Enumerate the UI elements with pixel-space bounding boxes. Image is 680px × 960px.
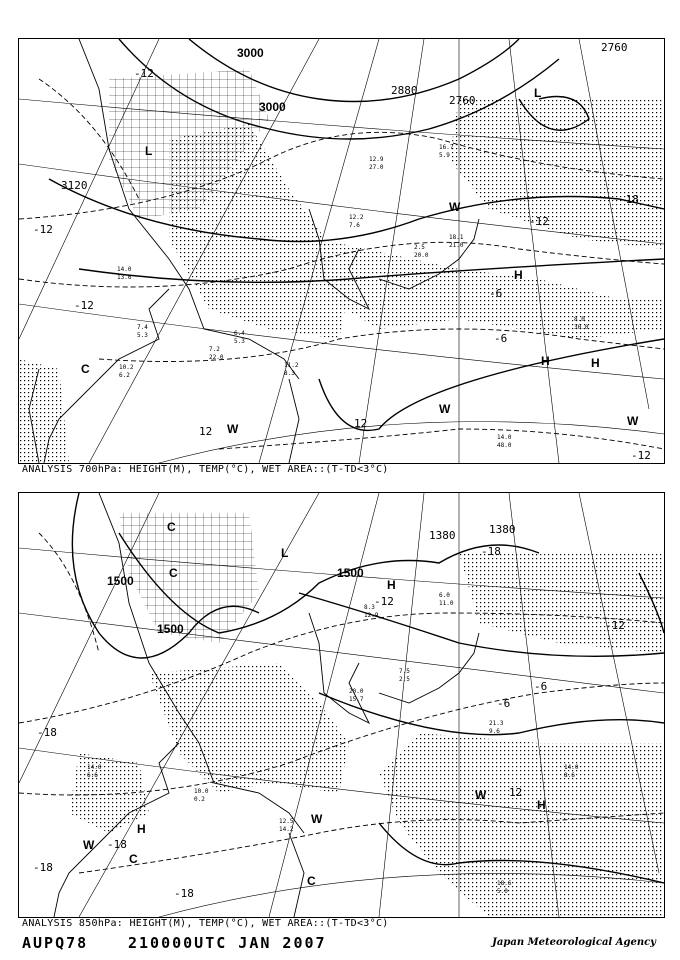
temperature-label: -6 [497, 697, 511, 710]
station-value: 14.0 [87, 764, 102, 771]
station-value: 10.0 [194, 788, 209, 795]
station-value: 27.0 [369, 164, 384, 171]
height-label: 2760 [449, 94, 476, 107]
map-panel-850hpa [18, 492, 665, 918]
station-value: 20.0 [414, 252, 429, 259]
wet-area-shading [69, 513, 664, 917]
temperature-label: 12 [354, 417, 368, 430]
center-mark: L [281, 546, 289, 560]
temperature-label: -12 [529, 215, 549, 228]
temperature-label: -18 [174, 887, 194, 900]
station-value: 8.6 [564, 772, 575, 779]
station-value: 14.0 [497, 434, 512, 441]
center-mark: C [169, 566, 178, 580]
temperature-label: -12 [74, 299, 94, 312]
wet-area-shading [19, 69, 664, 463]
station-value: 48.0 [497, 442, 512, 449]
valid-time: 210000UTC JAN 2007 [128, 934, 327, 952]
station-value: 12.5 [279, 818, 294, 825]
station-value: 18.1 [449, 234, 464, 241]
temperature-label: -18 [481, 545, 501, 558]
station-value: 7.2 [209, 346, 220, 353]
station-value: 14.2 [279, 826, 294, 833]
temperature-label: -12 [374, 595, 394, 608]
temperature-label: -12 [33, 223, 53, 236]
height-label: 1500 [337, 566, 364, 580]
caption-850hpa: ANALYSIS 850hPa: HEIGHT(M), TEMP(°C), WET AREA::(T-TD<3°C) [22, 918, 389, 929]
station-value: 11.0 [439, 600, 454, 607]
station-value: 9.6 [489, 728, 500, 735]
station-value: 6.4 [234, 330, 245, 337]
map-panel-700hpa [18, 38, 665, 464]
center-mark: H [137, 822, 146, 836]
center-mark: H [537, 798, 546, 812]
center-mark: W [83, 838, 95, 852]
center-mark: H [387, 578, 396, 592]
center-mark: H [541, 354, 550, 368]
temperature-label: -18 [33, 861, 53, 874]
station-value: 5.9 [439, 152, 450, 159]
center-mark: C [81, 362, 90, 376]
station-value: 20.0 [349, 688, 364, 695]
center-mark: C [129, 852, 138, 866]
station-value: 2.5 [414, 244, 425, 251]
station-value: 12.9 [369, 156, 384, 163]
station-value: 6.2 [119, 372, 130, 379]
center-mark: C [307, 874, 316, 888]
station-value: 10.2 [119, 364, 134, 371]
temperature-label: -12 [134, 67, 154, 80]
height-label: 1500 [157, 622, 184, 636]
caption-700hpa: ANALYSIS 700hPa: HEIGHT(M), TEMP(°C), WET AREA::(T-TD<3°C) [22, 464, 389, 475]
station-value: 2.5 [399, 676, 410, 683]
station-value: 6.0 [439, 592, 450, 599]
temperature-label: -18 [37, 726, 57, 739]
temperature-label: 12 [199, 425, 213, 438]
station-value: 12.9 [364, 612, 379, 619]
center-mark: W [449, 200, 461, 214]
center-mark: L [534, 86, 542, 100]
station-value: 0.2 [194, 796, 205, 803]
station-value: 11.2 [284, 362, 299, 369]
height-label: 3000 [259, 100, 286, 114]
station-value: 16.7 [439, 144, 454, 151]
station-value: 21.3 [489, 720, 504, 727]
station-value: 7.6 [349, 222, 360, 229]
height-label: 1380 [429, 529, 456, 542]
center-mark: W [311, 812, 323, 826]
station-value: 21.0 [449, 242, 464, 249]
center-mark: H [514, 268, 523, 282]
height-label: 3000 [237, 46, 264, 60]
temperature-label: -12 [605, 619, 625, 632]
height-label: 1380 [489, 523, 516, 536]
temperature-label: -6 [534, 680, 548, 693]
center-mark: W [627, 414, 639, 428]
station-value: 12.2 [349, 214, 364, 221]
temperature-label: -6 [494, 332, 508, 345]
station-value: 14.0 [564, 764, 579, 771]
center-mark: W [439, 402, 451, 416]
station-value: 5.3 [234, 338, 245, 345]
station-value: 22.0 [209, 354, 224, 361]
height-label: 3120 [61, 179, 88, 192]
temperature-label: -18 [107, 838, 127, 851]
station-value: 6.6 [87, 772, 98, 779]
center-mark: C [167, 520, 176, 534]
center-mark: W [475, 788, 487, 802]
center-mark: L [145, 144, 153, 158]
station-value: 15.7 [349, 696, 364, 703]
center-mark: H [591, 356, 600, 370]
map-700hpa-svg [19, 39, 664, 463]
temperature-label: -18 [619, 193, 639, 206]
station-value: 5.0 [497, 888, 508, 895]
station-value: 8.3 [364, 604, 375, 611]
station-value: 8.0 [574, 316, 585, 323]
height-label: 2760 [601, 41, 628, 54]
map-850hpa-svg [19, 493, 664, 917]
station-value: 7.5 [399, 668, 410, 675]
temperature-label: -6 [489, 287, 503, 300]
station-value: 30.0 [574, 324, 589, 331]
station-value: 18.6 [497, 880, 512, 887]
temperature-label: 12 [509, 786, 523, 799]
center-mark: W [227, 422, 239, 436]
station-value: 13.6 [117, 274, 132, 281]
height-label: 2880 [391, 84, 418, 97]
station-value: 14.0 [117, 266, 132, 273]
chart-id: AUPQ78 [22, 934, 89, 952]
height-label: 1500 [107, 574, 134, 588]
station-value: 5.3 [137, 332, 148, 339]
station-value: 7.4 [137, 324, 148, 331]
temperature-label: -12 [631, 449, 651, 462]
station-value: 8.3 [284, 370, 295, 377]
agency-name: Japan Meteorological Agency [492, 937, 656, 948]
